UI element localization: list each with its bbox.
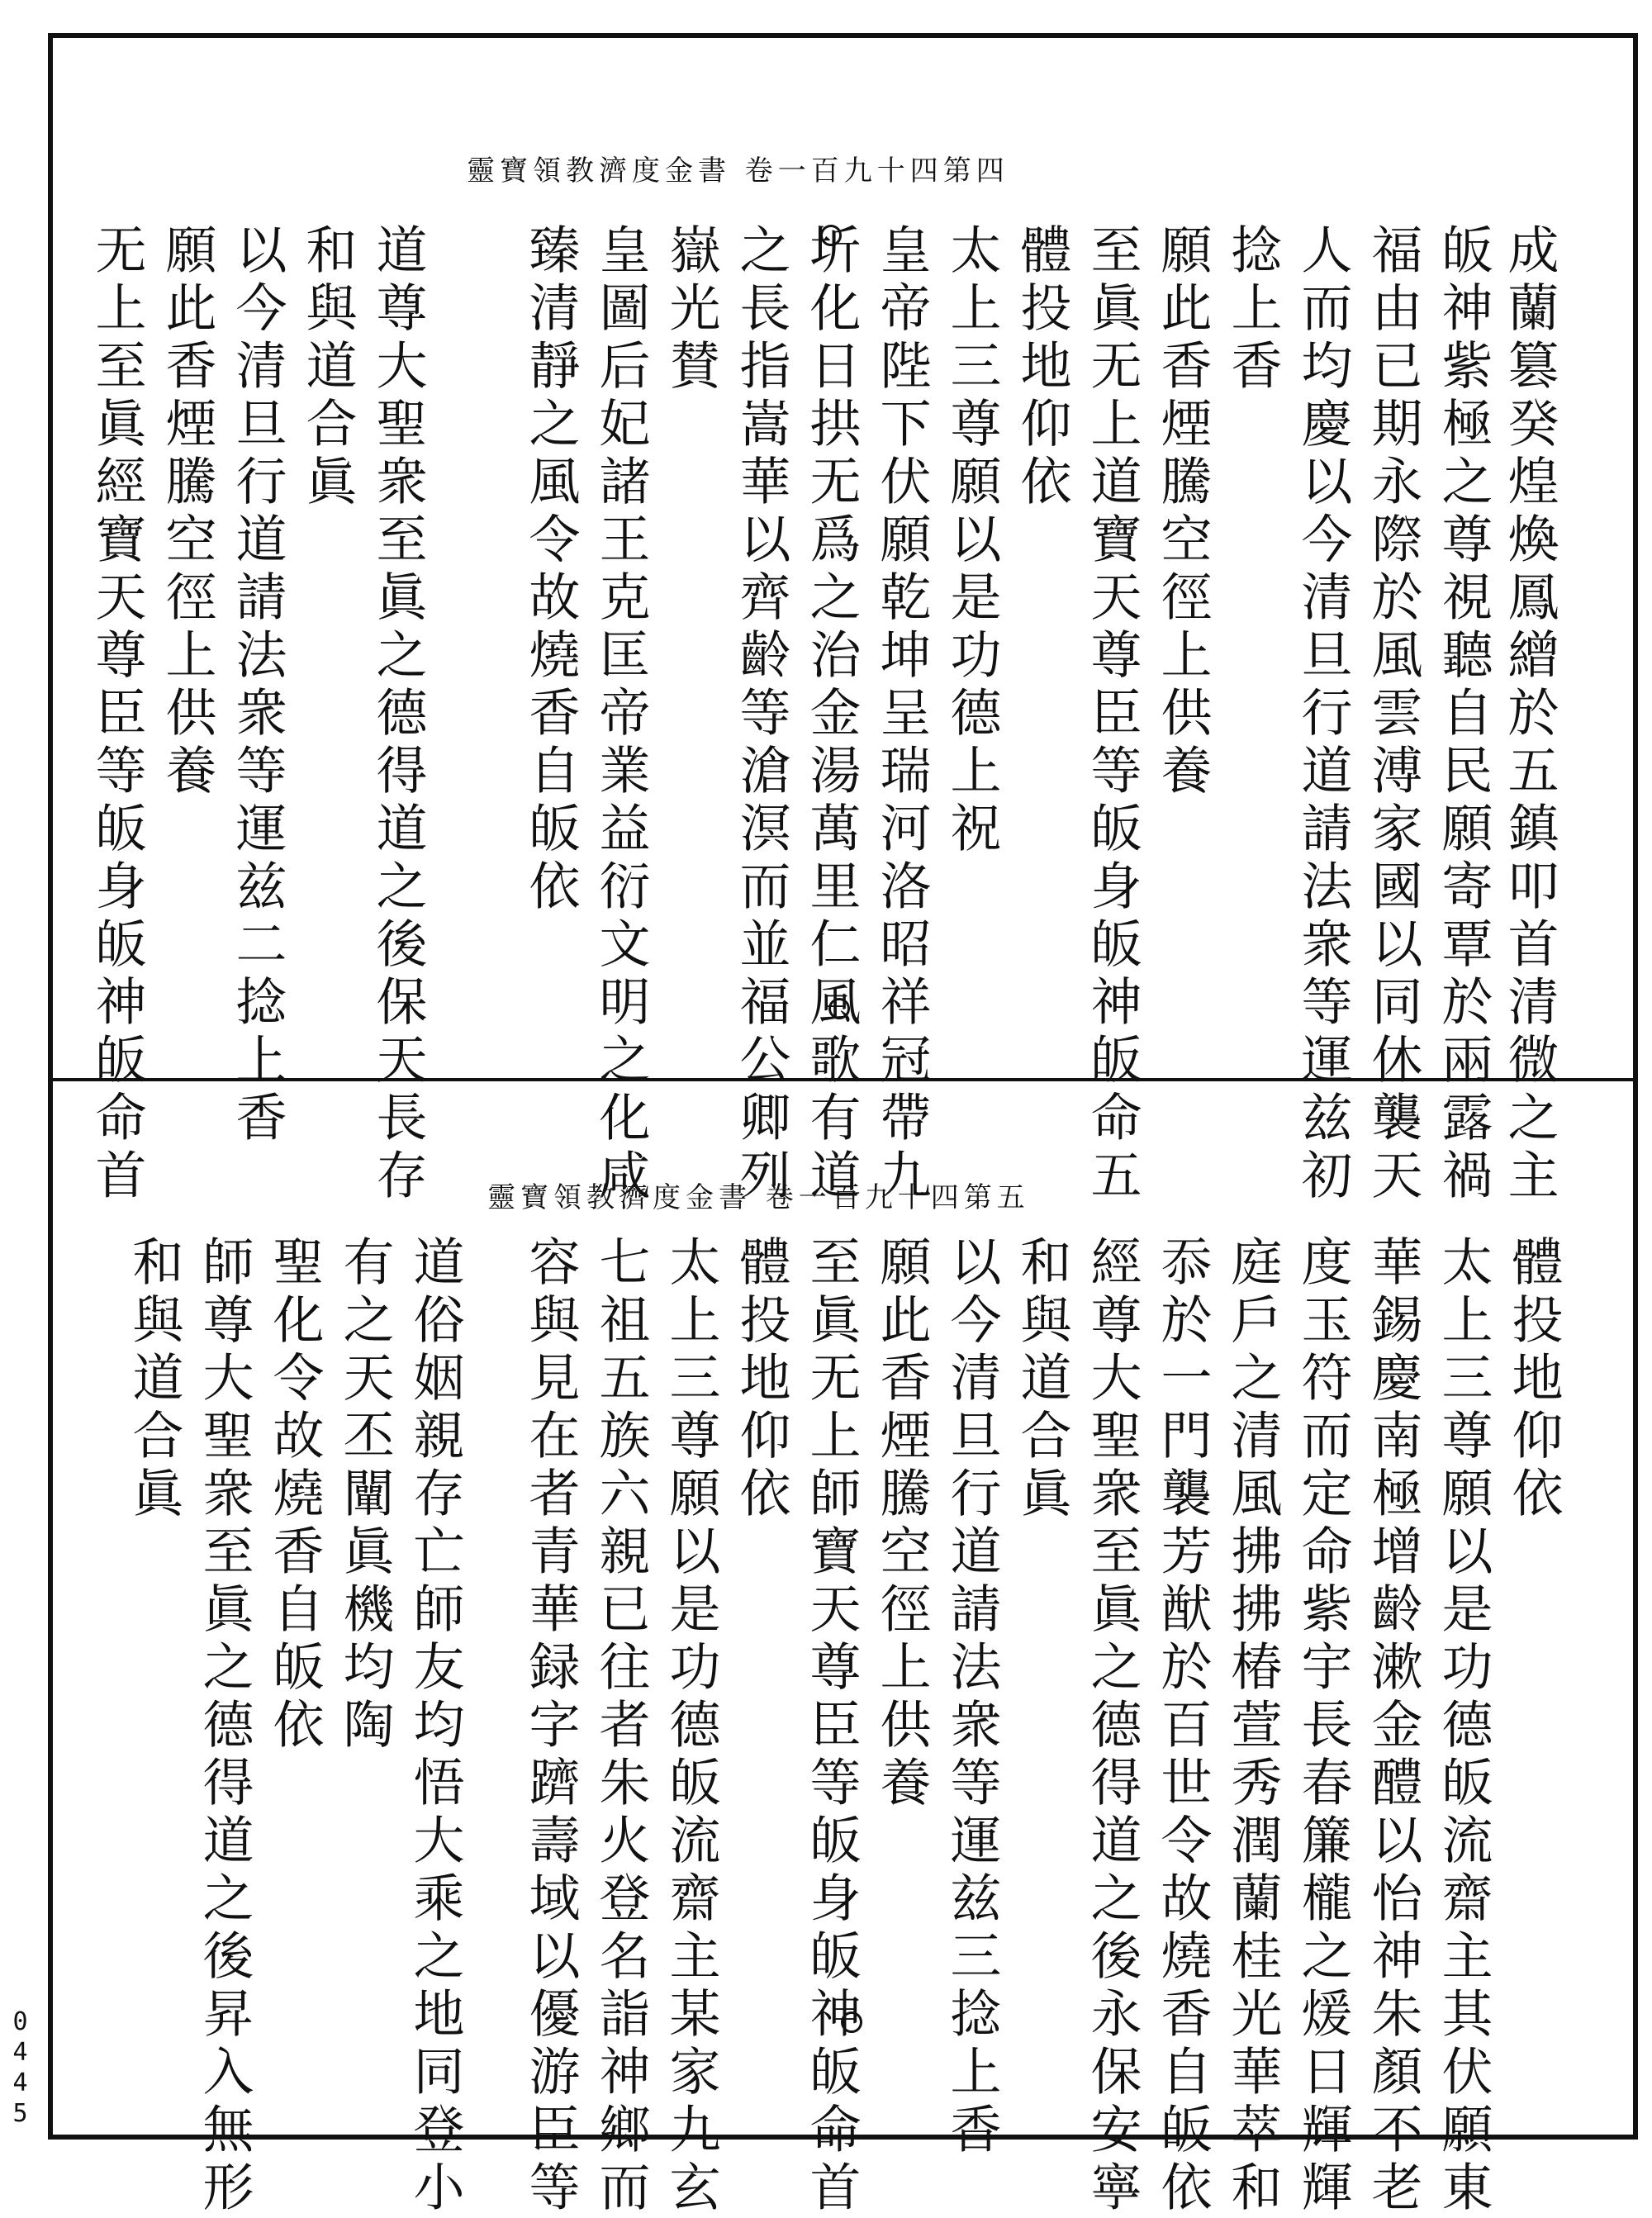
circle-mark xyxy=(841,2011,862,2033)
text-column: 體投地仰依 xyxy=(1503,1235,1564,1524)
text-column: 和與道合眞 xyxy=(1012,1235,1072,1524)
text-column: 聖化令故燒香自皈依 xyxy=(264,1235,325,1755)
text-column: 和與道合眞 xyxy=(124,1235,184,1524)
page-number: 0445 xyxy=(6,2007,35,2130)
circle-mark xyxy=(820,225,842,246)
text-column: 和與道合眞 xyxy=(297,223,358,512)
text-column: 願此香煙騰空徑上供養 xyxy=(157,223,217,801)
text-column: 以今清旦行道請法衆等運兹三捻上香 xyxy=(942,1235,1002,2160)
text-column: 願此香煙騰空徑上供養 xyxy=(871,1235,932,1813)
text-column: 七祖五族六親已往者朱火登名詣神鄉而 xyxy=(591,1235,651,2218)
running-head-bottom: 靈寶領教濟度金書 卷一百九十四第五 xyxy=(487,1181,1030,1214)
text-column: 經尊大聖衆至眞之德得道之後永保安寧 xyxy=(1082,1235,1142,2218)
text-column: 之長指嵩華以齊齡等滄溟而並福公卿列 xyxy=(731,223,791,1206)
text-column: 捻上香 xyxy=(1222,223,1283,397)
text-column: 太上三尊願以是功德上祝 xyxy=(942,223,1002,859)
text-column: 道尊大聖衆至眞之德得道之後保天長存 xyxy=(368,223,428,1206)
text-column: 道俗姻親存亡師友均悟大乘之地同登小 xyxy=(405,1235,465,2218)
text-column: 成蘭篡癸煌煥鳳繒於五鎮叩首清微之主 xyxy=(1499,223,1559,1206)
text-column: 有之天丕闡眞機均陶 xyxy=(335,1235,395,1755)
text-column: 太上三尊願以是功德皈流齋主某家九玄 xyxy=(661,1235,721,2218)
running-head-top: 靈寶領教濟度金書 卷一百九十四第四 xyxy=(467,154,1009,188)
text-column: 至眞无上師寶天尊臣等皈身皈神皈命首 xyxy=(801,1235,862,2218)
text-column: 人而均慶以今清旦行道請法衆等運兹初 xyxy=(1293,223,1353,1206)
text-column: 容與見在者青華録字躋壽域以優游臣等 xyxy=(520,1235,581,2218)
text-column: 皇帝陛下伏願乾坤呈瑞河洛昭祥冠帶九 xyxy=(871,223,932,1206)
text-column: 以今清旦行道請法衆等運兹二捻上香 xyxy=(227,223,287,1148)
text-column: 忝於一門襲芳猷於百世令故燒香自皈依 xyxy=(1152,1235,1213,2218)
text-column: 嶽光賛 xyxy=(661,223,721,397)
text-column: 度玉符而定命紫宇長春簾櫳之煖日輝輝 xyxy=(1293,1235,1353,2218)
text-column: 太上三尊願以是功德皈流齋主其伏願東 xyxy=(1433,1235,1493,2218)
text-column: 臻清靜之風令故燒香自皈依 xyxy=(520,223,581,917)
circle-mark xyxy=(828,998,850,1019)
text-column: 體投地仰依 xyxy=(1012,223,1072,512)
text-column: 華錫慶南極增齡漱金醴以怡神朱顏不老 xyxy=(1363,1235,1423,2218)
text-column: 庭戶之清風拂拂椿萱秀潤蘭桂光華萃和 xyxy=(1222,1235,1283,2218)
text-column: 皇圖后妃諸王克匡帝業益衍文明之化咸 xyxy=(591,223,651,1206)
text-column: 无上至眞經寶天尊臣等皈身皈神皈命首 xyxy=(87,223,147,1206)
text-column: 體投地仰依 xyxy=(731,1235,791,1524)
text-column: 圻化日拱无爲之治金湯萬里仁風歌有道 xyxy=(801,223,862,1206)
text-column: 師尊大聖衆至眞之德得道之後昇入無形 xyxy=(194,1235,254,2218)
text-column: 願此香煙騰空徑上供養 xyxy=(1152,223,1213,801)
text-column: 至眞无上道寶天尊臣等皈身皈神皈命五 xyxy=(1082,223,1142,1206)
text-column: 福由已期永際於風雲溥家國以同休襲天 xyxy=(1363,223,1423,1206)
text-column: 皈神紫極之尊視聽自民願寄覃於兩露禍 xyxy=(1433,223,1493,1206)
